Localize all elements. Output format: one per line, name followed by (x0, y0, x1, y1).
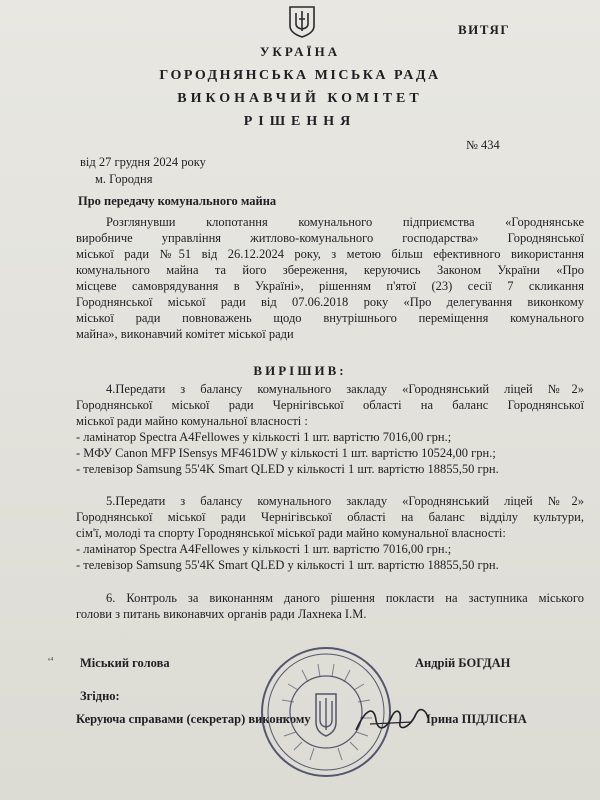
council-heading: ГОРОДНЯНСЬКА МІСЬКА РАДА (159, 68, 441, 83)
text-line: 4.Передати з балансу комунального закладу «Городнянський ліцей №2» (106, 382, 584, 396)
country-heading: УКРАЇНА (259, 44, 341, 59)
list-item: - МФУ Canon MFP ISensys MF461DW у кількості 1 шт. вартістю 10524,00 грн.; (76, 446, 496, 460)
list-item: - ламінатор Spectra A4Fellowes у кількості 1 шт. вартістю 7016,00 грн.; (76, 430, 452, 444)
text-line: Городнянської міської ради Чернігівської області на баланс Городнянської (76, 398, 584, 412)
agreed-label: Згідно: (80, 689, 120, 703)
text-line: голови з питань виконавчих органів ради Лахнека І.М. (76, 607, 367, 621)
decision-city: м. Городня (95, 172, 153, 186)
item-6-paragraph (76, 590, 584, 622)
text-line: Городнянської міської ради від 07.06.2018 року «Про делегування виконкому (76, 295, 584, 309)
decision-number: № 434 (466, 138, 500, 152)
margin-mark: ᵉ⁴ (48, 655, 54, 665)
text-line: 6. Контроль за виконанням даного рішення покласти на заступника міського (106, 591, 584, 605)
extract-label: ВИТЯГ (458, 22, 511, 37)
decided-heading: ВИРІШИВ: (253, 363, 347, 378)
preamble-paragraph (76, 214, 584, 342)
text-line: 5.Передати з балансу комунального закладу «Городнянський ліцей №2» (106, 494, 584, 508)
list-item: - телевізор Samsung 55'4K Smart QLED у кількості 1 шт. вартістю 18855,50 грн. (76, 558, 499, 572)
text-line: міської ради майно комунальної власності : (76, 414, 308, 428)
list-item: - ламінатор Spectra A4Fellowes у кількості 1 шт. вартістю 7016,00 грн.; (76, 542, 452, 556)
text-line: Розглянувши клопотання комунального підприємства «Городнянське (106, 215, 584, 229)
secretary-role: Керуюча справами (секретар) виконкому (76, 712, 311, 726)
text-line: майна», виконавчий комітет міської ради (76, 327, 294, 341)
decision-heading: РІШЕННЯ (243, 114, 357, 129)
text-line: Городнянської міської ради Чернігівської області на баланс відділу культури, (76, 510, 584, 524)
text-line: сім'ї, молоді та спорту Городнянської міської ради майно комунальної власності: (76, 526, 506, 540)
list-item: - телевізор Samsung 55'4K Smart QLED у кількості 1 шт. вартістю 18855,50 грн. (76, 462, 499, 476)
handwritten-signature (352, 700, 432, 740)
mayor-role: Міський голова (80, 656, 170, 670)
secretary-name: Ірина ПІДЛІСНА (426, 712, 527, 726)
text-line: міської ради №51 від 26.12.2024 року, з метою більш ефективного використання (76, 247, 584, 261)
text-line: місцеве самоврядування в Україні», рішенням п'ятої (23) сесії 7 скликання (76, 279, 584, 293)
trident-coat-of-arms-icon (287, 4, 317, 38)
item-4-paragraph (76, 381, 584, 477)
text-line: виробниче управління житлово-комунального господарства» Городнянської (76, 231, 584, 245)
item-5-paragraph (76, 493, 584, 573)
mayor-name: Андрій БОГДАН (415, 656, 511, 670)
decision-subject: Про передачу комунального майна (78, 194, 277, 208)
committee-heading: ВИКОНАВЧИЙ КОМІТЕТ (177, 91, 423, 106)
decision-date: від 27 грудня 2024 року (80, 155, 206, 169)
text-line: міської ради повноважень щодо внутрішнього переміщення комунального (76, 311, 584, 325)
text-line: комунального майна та його збереження, керуючись Законом України «Про (76, 263, 584, 277)
